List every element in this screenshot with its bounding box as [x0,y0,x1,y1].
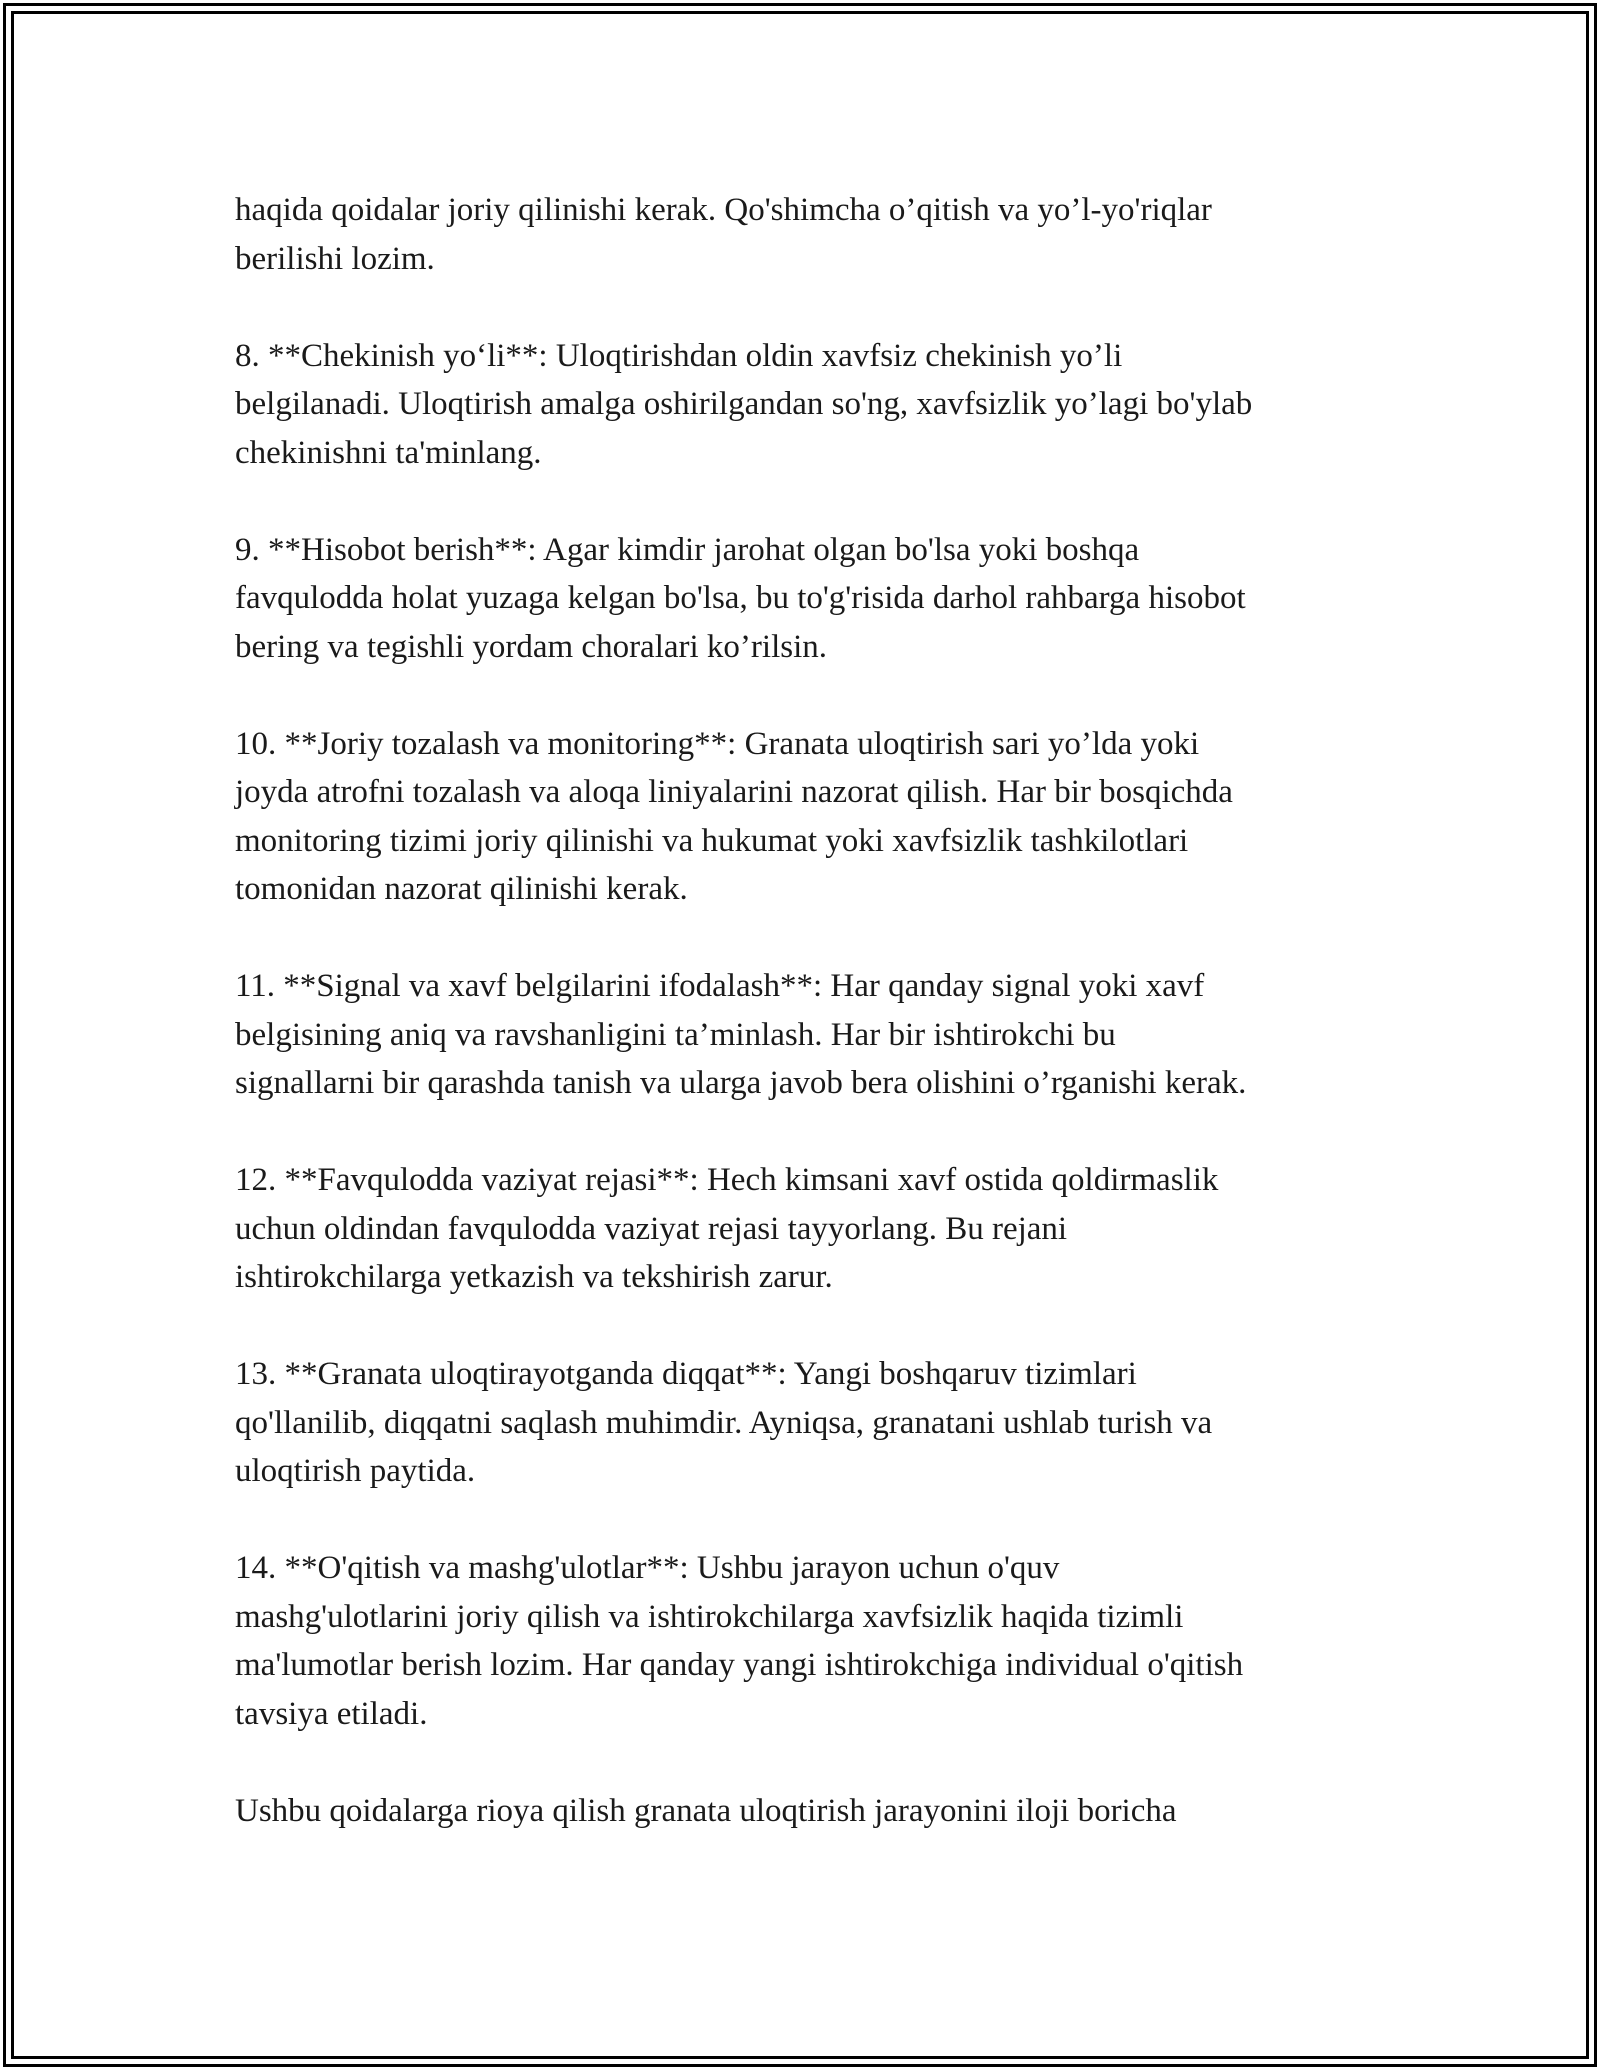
paragraph-item-14: 14. **O'qitish va mashg'ulotlar**: Ushbu jarayon uchun o'quv mashg'ulotlarini joriy qilish va ishtirokchilarga xavfsizlik haqida tizimli ma'lumotlar berish lozim. Har qanday yangi ishtirokchiga individual o'qitish tavsiya etiladi. [235,1550,1244,1732]
document-body [235,186,1395,1884]
paragraph-item-12: 12. **Favqulodda vaziyat rejasi**: Hech kimsani xavf ostida qoldirmaslik uchun oldindan favqulodda vaziyat rejasi tayyorlang. Bu rejani ishtirokchilarga yetkazish va tekshirish zarur. [235,1162,1219,1295]
paragraph-conclusion: Ushbu qoidalarga rioya qilish granata uloqtirish jarayonini iloji boricha [235,1792,1177,1829]
paragraph-item-13: 13. **Granata uloqtirayotganda diqqat**: Yangi boshqaruv tizimlari qo'llanilib, diqqatni saqlash muhimdir. Ayniqsa, granatani ushlab turish va uloqtirish paytida. [235,1356,1213,1489]
paragraph-item-9: 9. **Hisobot berish**: Agar kimdir jarohat olgan bo'lsa yoki boshqa favqulodda holat yuzaga kelgan bo'lsa, bu to'g'risida darhol rahbarga hisobot bering va tegishli yordam choralari ko’rilsin. [235,531,1246,665]
paragraph-item-8: 8. **Chekinish yo‘li**: Uloqtirishdan oldin xavfsiz chekinish yo’li belgilanadi. Uloqtirish amalga oshirilgandan so'ng, xavfsizlik yo’lagi bo'ylab chekinishni ta'minlang. [235,337,1253,471]
paragraph-continuation: haqida qoidalar joriy qilinishi kerak. Qo'shimcha o’qitish va yo’l-yo'riqlar berilishi lozim. [235,192,1212,277]
paragraph-item-11: 11. **Signal va xavf belgilarini ifodalash**: Har qanday signal yoki xavf belgisining aniq va ravshanligini ta’minlash. Har bir ishtirokchi bu signallarni bir qarashda tanish va ularga javob bera olishini o’rganishi kerak. [235,968,1247,1101]
paragraph-item-10: 10. **Joriy tozalash va monitoring**: Granata uloqtirish sari yo’lda yoki joyda atrofni tozalash va aloqa liniyalarini nazorat qilish. Har bir bosqichda monitoring tizimi joriy qilinishi va hukumat yoki xavfsizlik tashkilotlari tomonidan nazorat qilinishi kerak. [235,725,1233,907]
